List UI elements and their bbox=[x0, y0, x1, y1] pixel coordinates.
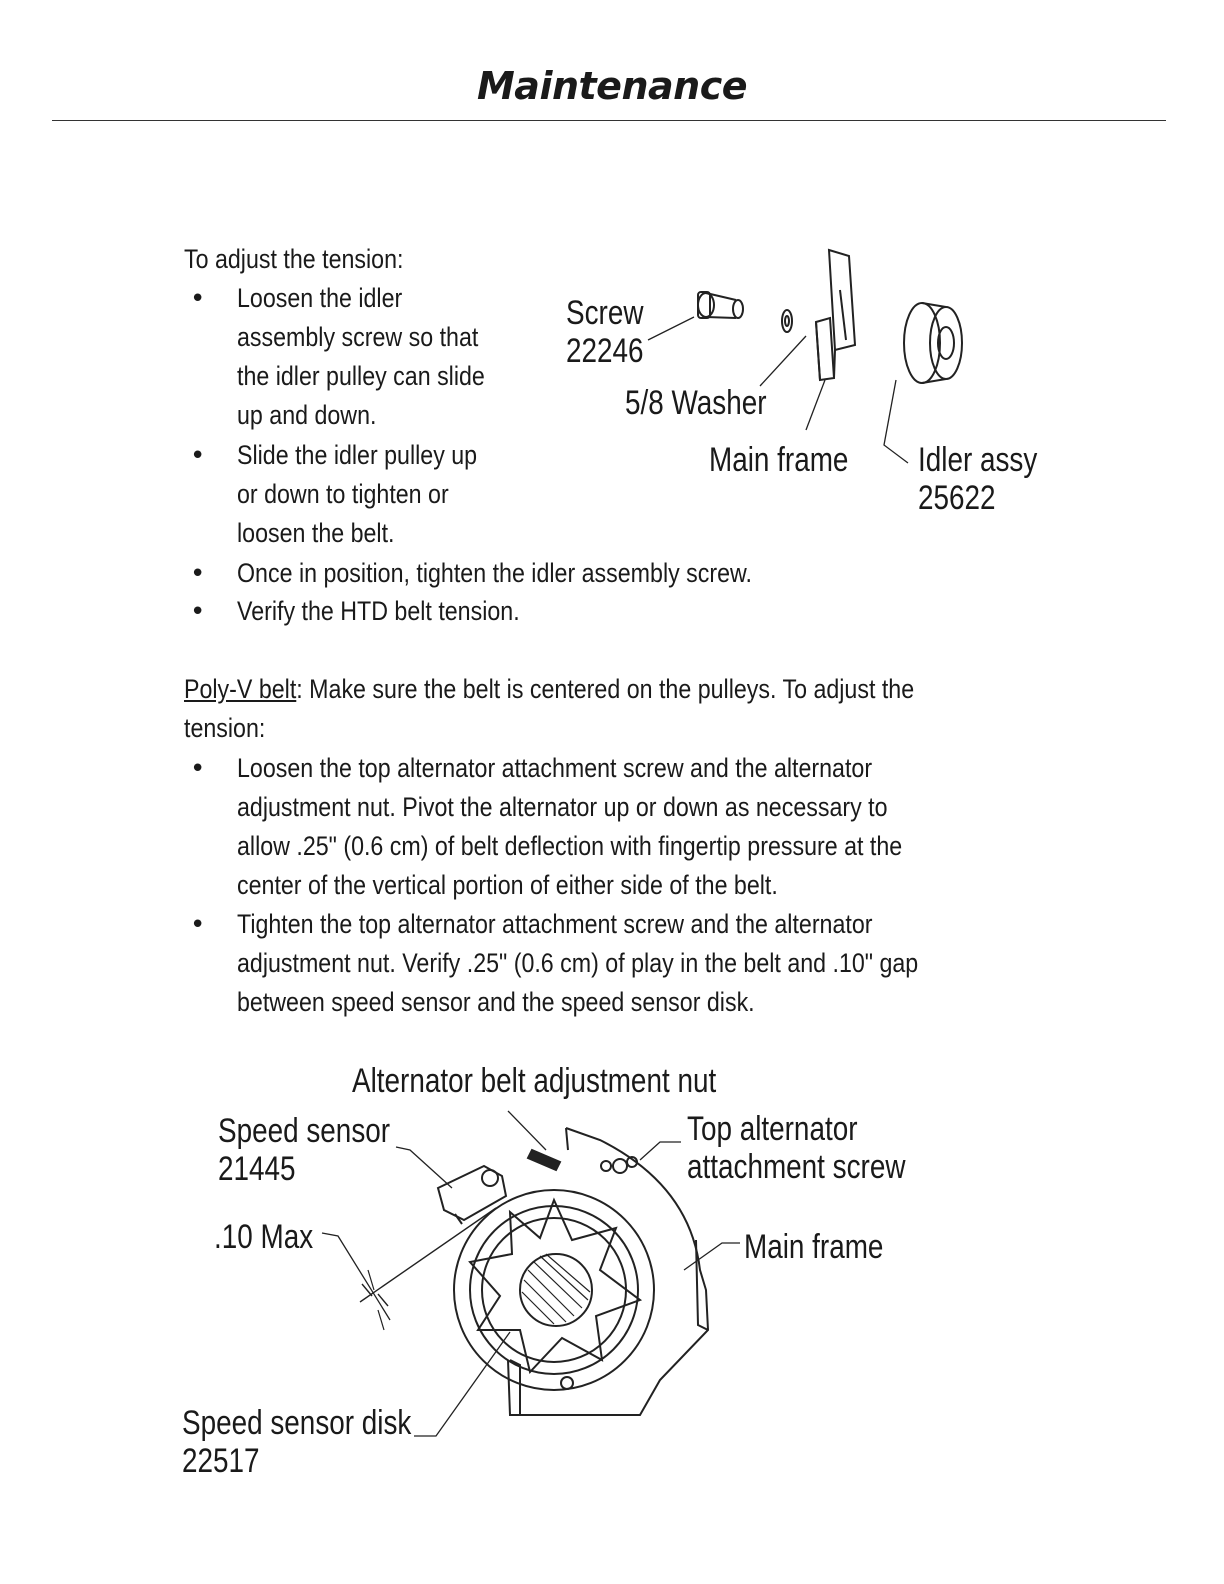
idler-assy-part-number: 25622 bbox=[918, 479, 996, 517]
main-frame-label: Main frame bbox=[709, 441, 849, 479]
polyv-bullet2-line2: adjustment nut. Verify .25" (0.6 cm) of play in the belt and .10" gap bbox=[237, 948, 919, 978]
polyv-heading: Poly-V belt bbox=[184, 674, 297, 704]
polyv-bullet1-line3: allow .25" (0.6 cm) of belt deflection with fingertip pressure at the bbox=[237, 831, 903, 861]
htd-bullet3: Once in position, tighten the idler assembly screw. bbox=[237, 558, 752, 588]
main-frame-label-2: Main frame bbox=[744, 1228, 884, 1266]
polyv-intro-text: : Make sure the belt is centered on the pulleys. To adjust the bbox=[296, 674, 915, 704]
htd-bullet1-line1: Loosen the idler bbox=[237, 283, 403, 313]
polyv-bullet1-line2: adjustment nut. Pivot the alternator up or down as necessary to bbox=[237, 792, 888, 822]
polyv-bullet1-line1: Loosen the top alternator attachment screw and the alternator bbox=[237, 753, 873, 783]
bullet-glyph: • bbox=[190, 441, 206, 471]
gap-max-label: .10 Max bbox=[214, 1218, 314, 1256]
top-screw-label-line1: Top alternator bbox=[687, 1110, 858, 1148]
idler-assy-label: Idler assy bbox=[918, 441, 1038, 479]
speed-sensor-disk-part-number: 22517 bbox=[182, 1442, 260, 1480]
polyv-intro-line2: tension: bbox=[184, 713, 266, 743]
speed-sensor-part-number: 21445 bbox=[218, 1150, 296, 1188]
speed-sensor-label: Speed sensor bbox=[218, 1112, 391, 1150]
speed-sensor-drawing bbox=[438, 1166, 506, 1224]
htd-bullet4: Verify the HTD belt tension. bbox=[237, 596, 520, 626]
screw-label: Screw bbox=[566, 294, 644, 332]
screw-part-number: 22246 bbox=[566, 332, 644, 370]
adjustment-nut-label: Alternator belt adjustment nut bbox=[352, 1062, 717, 1100]
htd-bullet2-line3: loosen the belt. bbox=[237, 518, 395, 548]
adjustment-nut-drawing bbox=[528, 1150, 560, 1170]
htd-bullet2-line1: Slide the idler pulley up bbox=[237, 440, 478, 470]
htd-intro: To adjust the tension: bbox=[184, 244, 404, 274]
speed-sensor-disk-drawing bbox=[470, 1200, 640, 1372]
bullet-glyph: • bbox=[190, 910, 206, 940]
page-title: Maintenance bbox=[476, 64, 748, 108]
bullet-glyph: • bbox=[190, 284, 206, 314]
bullet-glyph: • bbox=[190, 754, 206, 784]
speed-sensor-disk-label: Speed sensor disk bbox=[182, 1404, 412, 1442]
htd-bullet1-line4: up and down. bbox=[237, 400, 377, 430]
htd-bullet1-line3: the idler pulley can slide bbox=[237, 361, 485, 391]
htd-bullet1-line2: assembly screw so that bbox=[237, 322, 479, 352]
polyv-bullet2-line1: Tighten the top alternator attachment screw and the alternator bbox=[237, 909, 873, 939]
washer-label: 5/8 Washer bbox=[625, 384, 767, 422]
polyv-bullet1-line4: center of the vertical portion of either side of the belt. bbox=[237, 870, 778, 900]
polyv-bullet2-line3: between speed sensor and the speed sensor disk. bbox=[237, 987, 755, 1017]
bullet-glyph: • bbox=[190, 597, 206, 627]
bullet-glyph: • bbox=[190, 559, 206, 589]
alternator-housing-drawing bbox=[454, 1190, 654, 1390]
htd-bullet2-line2: or down to tighten or bbox=[237, 479, 449, 509]
top-screw-label-line2: attachment screw bbox=[687, 1148, 906, 1186]
